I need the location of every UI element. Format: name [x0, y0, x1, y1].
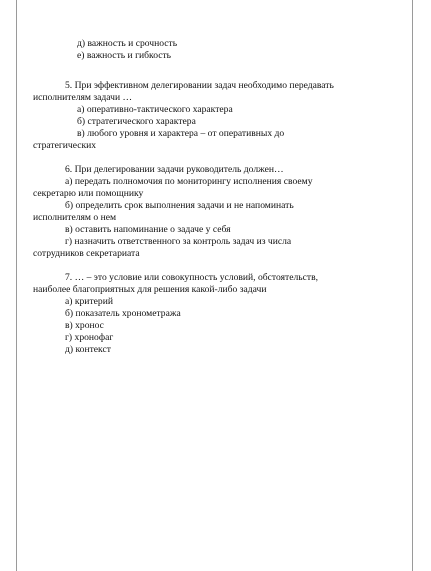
question-7-option-e: д) контекст — [65, 344, 111, 355]
question-6 — [33, 164, 393, 260]
question-7-option-b: б) показатель хронометража — [65, 308, 181, 319]
option-e: е) важность и гибкость — [77, 50, 172, 61]
question-6-option-b-cont: исполнителям о нем — [33, 212, 117, 223]
question-7-text-cont: наиболее благоприятных для решения какой-либо задачи — [33, 284, 267, 295]
question-6-text: 6. При делегировании задачи руководитель должен… — [65, 164, 284, 175]
question-6-option-c: в) оставить напоминание о задаче у себя — [65, 224, 231, 235]
question-5-option-b: б) стратегического характера — [77, 116, 196, 127]
question-5-option-a: а) оперативно-тактического характера — [77, 104, 233, 115]
question-5-text: 5. При эффективном делегировании задач необходимо передавать — [65, 80, 334, 91]
option-d: д) важность и срочность — [77, 38, 178, 49]
question-6-option-a-cont: секретарю или помощнику — [33, 188, 144, 199]
question-6-option-d-cont: сотрудников секретариата — [33, 248, 140, 259]
question-7-option-a: а) критерий — [65, 296, 113, 307]
continuation-options — [33, 38, 393, 62]
document-text — [33, 38, 393, 356]
question-5-text-cont: исполнителям задачи … — [33, 92, 133, 103]
question-6-option-b: б) определить срок выполнения задачи и не напоминать — [65, 200, 294, 211]
question-7-option-c: в) хронос — [65, 320, 104, 331]
question-7-text: 7. … – это условие или совокупность условий, обстоятельств, — [65, 272, 318, 283]
question-5 — [33, 80, 393, 152]
document-page — [16, 0, 413, 571]
question-7 — [33, 272, 393, 356]
question-6-option-d: г) назначить ответственного за контроль задач из числа — [65, 236, 292, 247]
question-5-option-c-cont: стратегических — [33, 140, 97, 151]
question-7-option-d: г) хронофаг — [65, 332, 114, 343]
question-5-option-c: в) любого уровня и характера – от оперативных до — [77, 128, 285, 139]
question-6-option-a: а) передать полномочия по мониторингу исполнения своему — [65, 176, 313, 187]
